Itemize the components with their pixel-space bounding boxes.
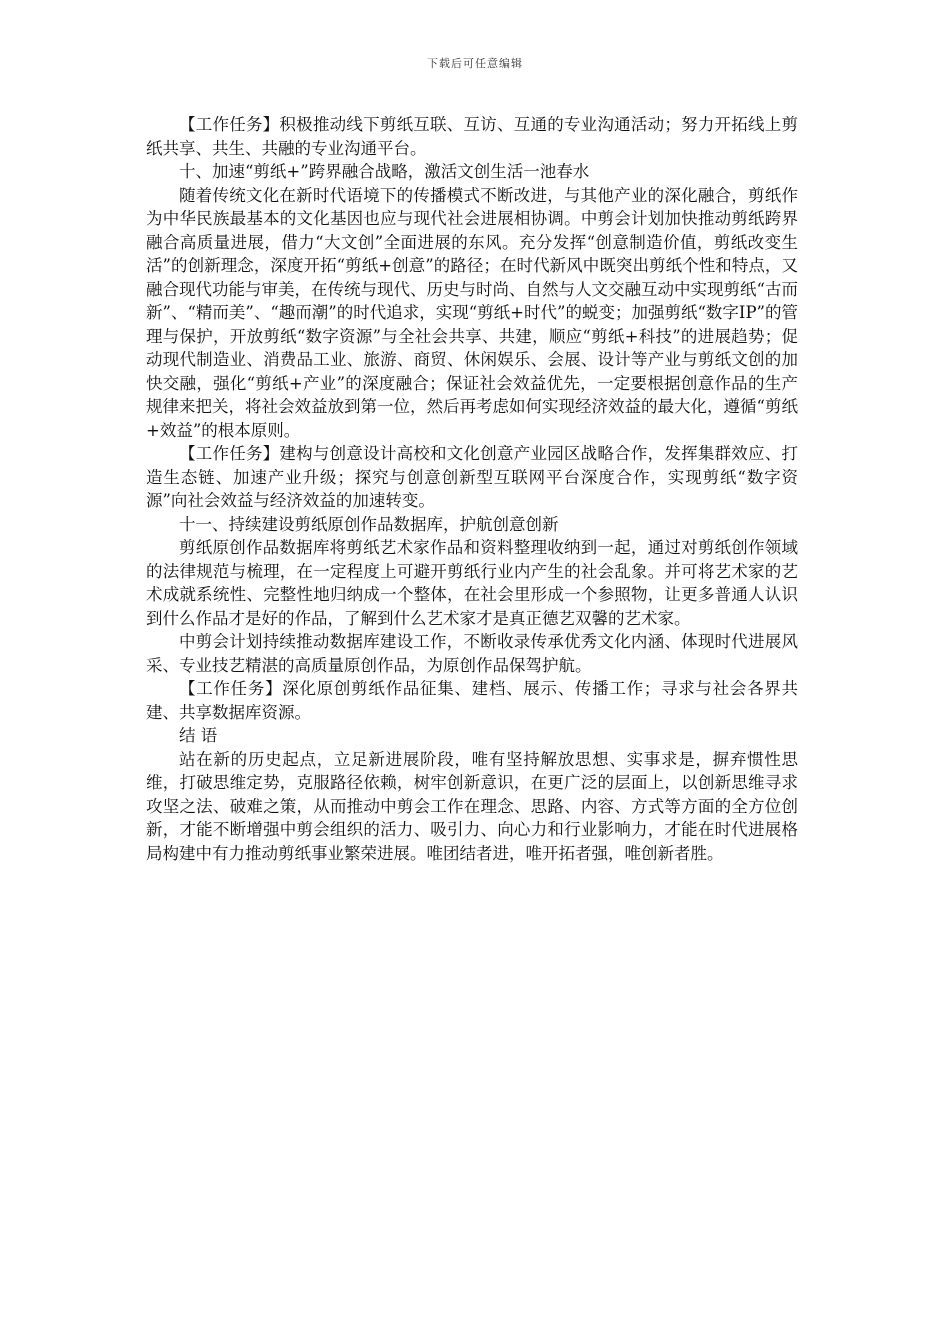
body-paragraph-database: 剪纸原创作品数据库将剪纸艺术家作品和资料整理收纳到一起，通过对剪纸创作领域的法律规范与梳理，在一定程度上可避开剪纸行业内产生的社会乱象。并可将艺术家的艺术成就系统性、完整性地归纳成一个整体，在社会里形成一个参照物，让更多普通人认识到什么作品才是好的作品，了解到什么艺术家才是真正德艺双馨的艺术家。 (146, 538, 798, 628)
conclusion-heading: 结 语 (179, 726, 218, 745)
body-paragraph-database-plan: 中剪会计划持续推动数据库建设工作，不断收录传承优秀文化内涵、体现时代进展风采、专业技艺精湛的高质量原创作品，为原创作品保驾护航。 (146, 632, 798, 675)
section-heading-10: 十、加速“剪纸+”跨界融合战略，激活文创生活一池春水 (179, 162, 590, 181)
body-paragraph-cross-integration: 随着传统文化在新时代语境下的传播模式不断改进，与其他产业的深化融合，剪纸作为中华民族最基本的文化基因也应与现代社会进展相协调。中剪会计划加快推动剪纸跨界融合高质量进展，借力“大文创”全面进展的东风。充分发挥“创意制造价值，剪纸改变生活”的创新理念，深度开拓“剪纸+创意”的路径；在时代新风中既突出剪纸个性和特点，又融合现代功能与审美，在传统与现代、历史与时尚、自然与人文交融互动中实现剪纸“古而新”、“精而美”、“趣而潮”的时代追求，实现“剪纸+时代”的蜕变；加强剪纸“数字IP”的管理与保护，开放剪纸“数字资源”与全社会共享、共建，顺应“剪纸+科技”的进展趋势；促动现代制造业、消费品工业、旅游、商贸、休闲娱乐、会展、设计等产业与剪纸文创的加快交融，强化“剪纸+产业”的深度融合；保证社会效益优先，一定要根据创意作品的生产规律来把关，将社会效益放到第一位，然后再考虑如何实现经济效益的最大化，遵循“剪纸+效益”的根本原则。 (146, 185, 798, 440)
document-body (146, 113, 798, 865)
work-task-paragraph-2: 【工作任务】建构与创意设计高校和文化创意产业园区战略合作，发挥集群效应、打造生态链、加速产业升级；探究与创意创新型互联网平台深度合作，实现剪纸“数字资源”向社会效益与经济效益的加速转变。 (146, 444, 798, 510)
conclusion-paragraph: 站在新的历史起点，立足新进展阶段，唯有坚持解放思想、实事求是，摒弃惯性思维，打破思维定势，克服路径依赖，树牢创新意识，在更广泛的层面上，以创新思维寻求攻坚之法、破难之策，从而推动中剪会工作在理念、思路、内容、方式等方面的全方位创新，才能不断增强中剪会组织的活力、吸引力、向心力和行业影响力，才能在时代进展格局构建中有力推动剪纸事业繁荣进展。唯团结者进，唯开拓者强，唯创新者胜。 (146, 749, 798, 863)
section-heading-11: 十一、持续建设剪纸原创作品数据库，护航创意创新 (179, 514, 559, 534)
page-header-note: 下载后可任意编辑 (427, 57, 523, 70)
work-task-paragraph-1: 【工作任务】积极推动线下剪纸互联、互访、互通的专业沟通活动；努力开拓线上剪纸共享、共生、共融的专业沟通平台。 (146, 115, 798, 158)
work-task-paragraph-3: 【工作任务】深化原创剪纸作品征集、建档、展示、传播工作；寻求与社会各界共建、共享数据库资源。 (146, 679, 798, 722)
